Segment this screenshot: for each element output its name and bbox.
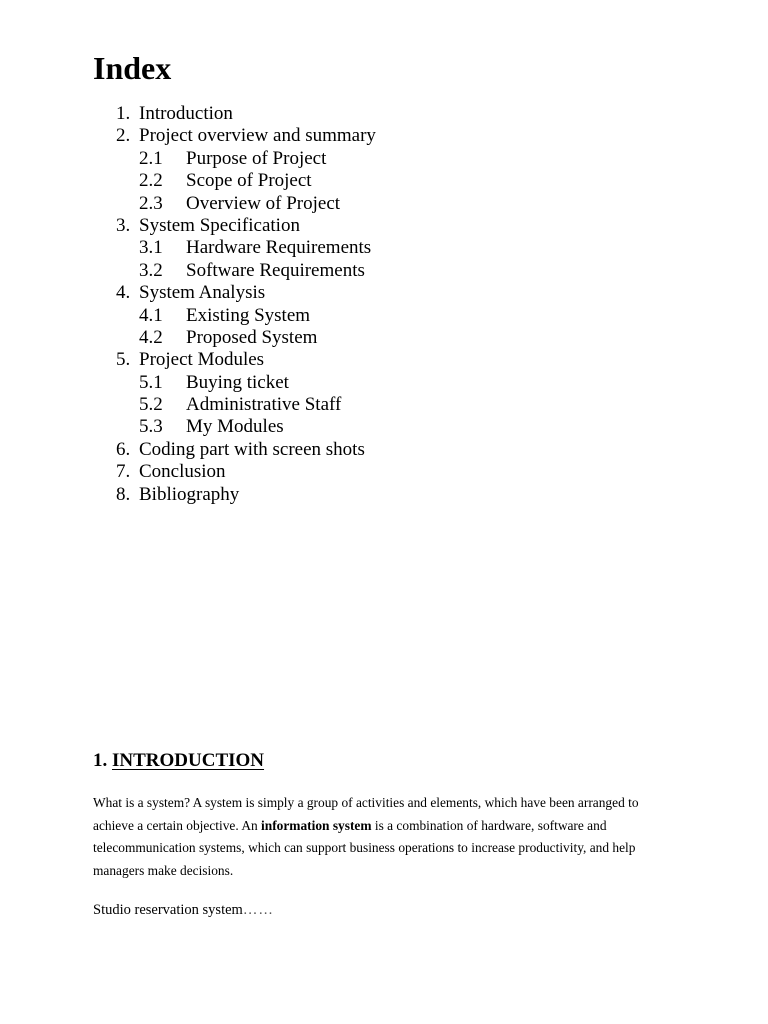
studio-reservation-line <box>93 899 274 921</box>
paragraph-line <box>93 815 683 838</box>
paragraph-line: managers make decisions. <box>93 862 234 878</box>
toc-item-number: 5. <box>116 349 131 371</box>
toc-subitem-buying-ticket <box>0 372 768 394</box>
toc-item-text: Project Modules <box>139 349 265 371</box>
toc-item-text: Introduction <box>139 103 233 124</box>
toc-subitem-hardware <box>0 237 768 259</box>
toc-item-number: 2. <box>116 125 131 147</box>
toc-item-text: Software Requirements <box>186 259 365 281</box>
introduction-heading <box>93 749 264 773</box>
toc-item-text: Project overview and summary <box>139 125 376 147</box>
toc-subitem-overview <box>0 193 768 215</box>
table-of-contents <box>0 103 768 506</box>
toc-item-number: 5.2 <box>139 394 163 416</box>
toc-subitem-purpose <box>0 148 768 170</box>
toc-item-text: Conclusion <box>139 461 226 483</box>
toc-item-text: Purpose of Project <box>186 147 327 169</box>
toc-item-text: Bibliography <box>139 483 240 505</box>
introduction-paragraph <box>93 792 683 882</box>
paragraph-text: is a combination of hardware, software and <box>371 817 607 833</box>
toc-item-text: Hardware Requirements <box>186 237 372 259</box>
toc-item-system-specification <box>0 215 768 237</box>
toc-item-number: 3.2 <box>139 259 163 281</box>
toc-item-text: Administrative Staff <box>186 394 342 416</box>
ellipsis: …… <box>242 902 274 918</box>
toc-item-number: 5.1 <box>139 371 163 393</box>
toc-subitem-scope <box>0 170 768 192</box>
studio-text: Studio reservation system <box>93 902 243 918</box>
toc-item-number: 3. <box>116 214 131 236</box>
toc-item-bibliography <box>0 484 768 506</box>
toc-item-number: 8. <box>116 483 131 505</box>
toc-item-coding-part <box>0 439 768 461</box>
paragraph-line: telecommunication systems, which can support business operations to increase productivity, and help <box>93 840 636 856</box>
paragraph-line: What is a system? A system is simply a group of activities and elements, which have been arranged to <box>93 795 639 810</box>
toc-item-number: 1. <box>116 103 131 124</box>
toc-item-system-analysis <box>0 282 768 304</box>
toc-item-number: 2.3 <box>139 192 163 214</box>
information-system-term: information system <box>261 817 372 833</box>
toc-item-number: 3.1 <box>139 237 163 259</box>
toc-item-number: 4.2 <box>139 326 163 348</box>
toc-item-conclusion <box>0 461 768 483</box>
toc-item-text: Scope of Project <box>186 170 312 192</box>
toc-subitem-existing-system <box>0 305 768 327</box>
toc-subitem-proposed-system <box>0 327 768 349</box>
toc-subitem-administrative-staff <box>0 394 768 416</box>
toc-item-introduction <box>0 103 768 125</box>
toc-item-number: 4. <box>116 282 131 304</box>
toc-item-text: My Modules <box>186 416 284 438</box>
toc-item-number: 6. <box>116 438 131 460</box>
toc-item-number: 2.2 <box>139 170 163 192</box>
toc-item-project-overview <box>0 125 768 147</box>
toc-subitem-my-modules <box>0 416 768 438</box>
toc-item-number: 7. <box>116 461 131 483</box>
toc-item-number: 2.1 <box>139 147 163 169</box>
section-title: INTRODUCTION <box>112 750 265 771</box>
paragraph-text: achieve a certain objective. An <box>93 817 262 833</box>
toc-item-text: Buying ticket <box>186 371 289 393</box>
toc-item-text: Existing System <box>186 304 311 326</box>
toc-item-text: Proposed System <box>186 326 318 348</box>
toc-item-text: System Analysis <box>139 282 266 304</box>
section-number: 1. <box>93 750 108 771</box>
toc-item-text: Overview of Project <box>186 192 341 214</box>
toc-item-number: 5.3 <box>139 416 163 438</box>
toc-item-number: 4.1 <box>139 304 163 326</box>
toc-item-text: Coding part with screen shots <box>139 438 365 460</box>
toc-item-text: System Specification <box>139 214 300 236</box>
index-title: Index <box>93 50 172 86</box>
toc-subitem-software <box>0 260 768 282</box>
toc-item-project-modules <box>0 349 768 371</box>
